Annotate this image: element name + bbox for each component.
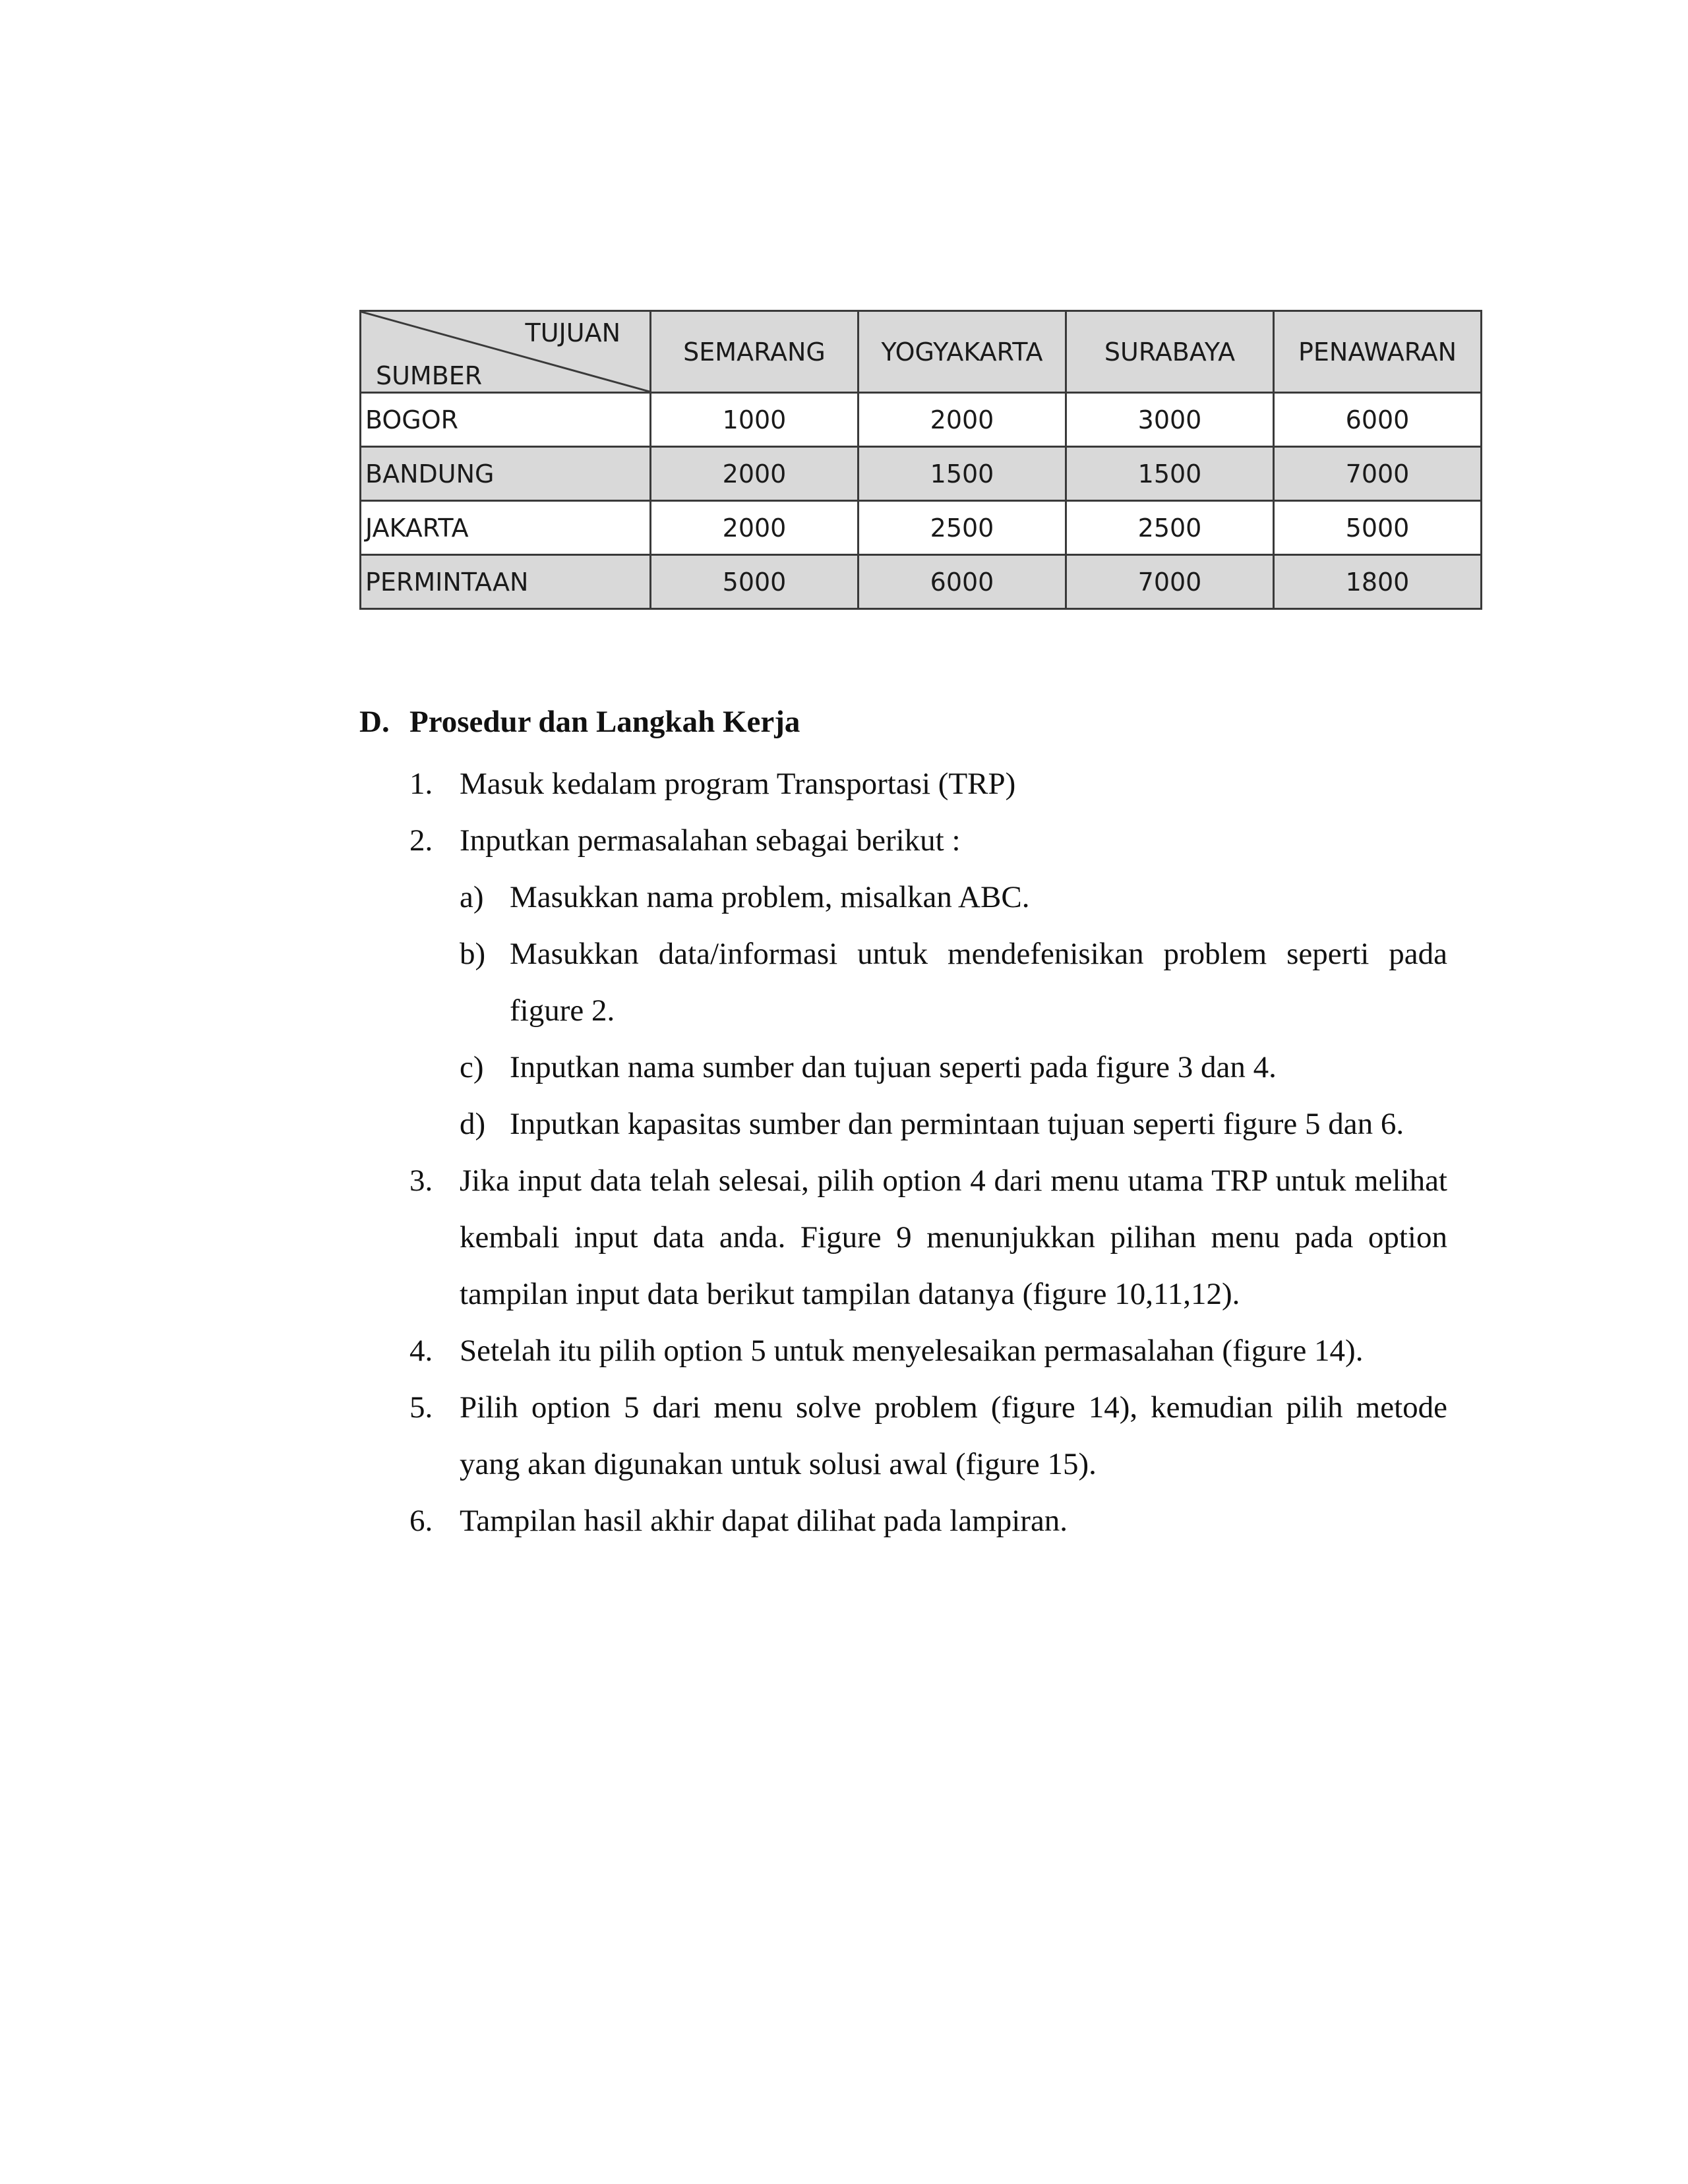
row-label: JAKARTA xyxy=(361,501,651,555)
corner-label-tujuan: TUJUAN xyxy=(525,318,620,347)
table-cell: 7000 xyxy=(1274,447,1482,501)
row-label: BOGOR xyxy=(361,393,651,447)
section-heading xyxy=(359,699,1447,745)
table-cell: 5000 xyxy=(651,555,859,609)
table-cell: 1500 xyxy=(1066,447,1274,501)
table-cell: 1000 xyxy=(651,393,859,447)
table-row xyxy=(361,501,1482,555)
subitem-letter: c) xyxy=(460,1050,484,1084)
list-item xyxy=(359,1322,1447,1379)
table-row xyxy=(361,393,1482,447)
procedure-section xyxy=(359,699,1447,1549)
table-cell: 2500 xyxy=(859,501,1066,555)
table-cell: 2500 xyxy=(1066,501,1274,555)
column-header: YOGYAKARTA xyxy=(859,311,1066,393)
item-text: Masuk kedalam program Transportasi (TRP) xyxy=(460,767,1016,801)
table-cell: 7000 xyxy=(1066,555,1274,609)
table-cell: 1500 xyxy=(859,447,1066,501)
table-cell: 3000 xyxy=(1066,393,1274,447)
section-letter: D. xyxy=(359,705,390,739)
subitem-text: Masukkan nama problem, misalkan ABC. xyxy=(510,880,1030,914)
list-item xyxy=(359,1379,1447,1492)
item-text: Jika input data telah selesai, pilih option 4 dari menu utama TRP untuk melihat kembali input data anda. Figure 9 menunjukkan pilihan menu pada option tampilan input data berikut tampilan datanya (figure 10,11,12). xyxy=(460,1164,1447,1311)
list-item xyxy=(359,812,1447,869)
table-cell: 2000 xyxy=(859,393,1066,447)
column-header: SEMARANG xyxy=(651,311,859,393)
sub-list-item xyxy=(359,1096,1447,1152)
table-cell: 5000 xyxy=(1274,501,1482,555)
column-header: SURABAYA xyxy=(1066,311,1274,393)
subitem-letter: d) xyxy=(460,1107,486,1141)
table-cell: 6000 xyxy=(1274,393,1482,447)
list-item xyxy=(359,1492,1447,1549)
table-cell: 1800 xyxy=(1274,555,1482,609)
table-cell: 2000 xyxy=(651,447,859,501)
item-number: 1. xyxy=(409,767,433,801)
item-text: Inputkan permasalahan sebagai berikut : xyxy=(460,823,961,858)
subitem-text: Inputkan nama sumber dan tujuan seperti pada figure 3 dan 4. xyxy=(510,1050,1277,1084)
row-label: BANDUNG xyxy=(361,447,651,501)
list-item xyxy=(359,1152,1447,1322)
item-text: Setelah itu pilih option 5 untuk menyelesaikan permasalahan (figure 14). xyxy=(460,1334,1364,1368)
subitem-letter: b) xyxy=(460,937,486,971)
sub-list-item xyxy=(359,869,1447,926)
table-row xyxy=(361,447,1482,501)
table-row xyxy=(361,555,1482,609)
item-number: 5. xyxy=(409,1390,433,1425)
list-item xyxy=(359,755,1447,812)
item-number: 3. xyxy=(409,1164,433,1198)
column-header: PENAWARAN xyxy=(1274,311,1482,393)
subitem-text: Inputkan kapasitas sumber dan permintaan tujuan seperti figure 5 dan 6. xyxy=(510,1107,1404,1141)
row-label: PERMINTAAN xyxy=(361,555,651,609)
table-cell: 6000 xyxy=(859,555,1066,609)
subitem-letter: a) xyxy=(460,880,484,914)
subitem-text: Masukkan data/informasi untuk mendefenisikan problem seperti pada figure 2. xyxy=(510,937,1447,1028)
table-header-row xyxy=(361,311,1482,393)
sub-list-item xyxy=(359,926,1447,1039)
table-cell: 2000 xyxy=(651,501,859,555)
corner-label-sumber: SUMBER xyxy=(376,361,483,390)
item-number: 6. xyxy=(409,1504,433,1538)
item-text: Pilih option 5 dari menu solve problem (figure 14), kemudian pilih metode yang akan digunakan untuk solusi awal (figure 15). xyxy=(460,1390,1447,1481)
transport-table xyxy=(359,310,1482,610)
item-text: Tampilan hasil akhir dapat dilihat pada lampiran. xyxy=(460,1504,1068,1538)
table-corner-cell xyxy=(361,311,651,393)
section-title: Prosedur dan Langkah Kerja xyxy=(409,705,800,739)
sub-list-item xyxy=(359,1039,1447,1096)
item-number: 2. xyxy=(409,823,433,858)
item-number: 4. xyxy=(409,1334,433,1368)
